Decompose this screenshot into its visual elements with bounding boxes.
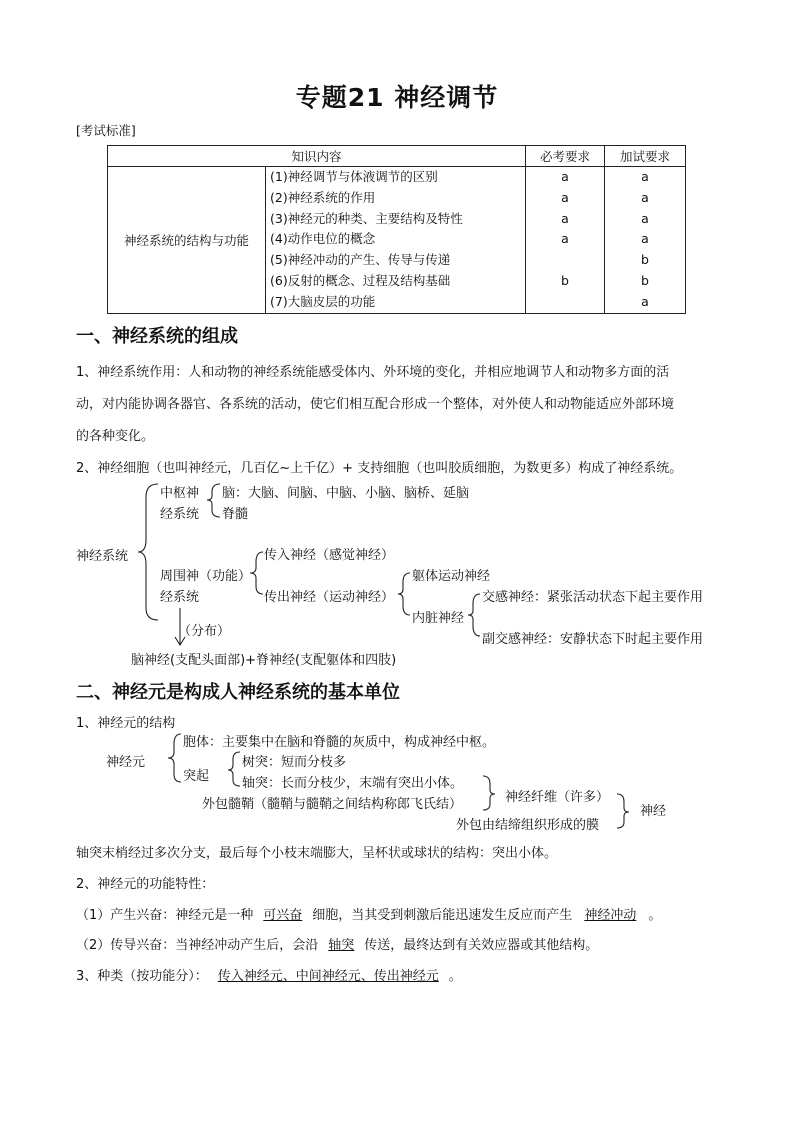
text-segment: 3、种类（按功能分）： [76,969,208,984]
text-segment: 细胞，当其受到刺激后能迅速发生反应而产生 [312,908,573,923]
fiber-label: 神经纤维（许多） [505,790,610,805]
header-must: 必考要求 [526,146,605,167]
subheading: 2、神经元的功能特性： [76,877,215,892]
cell-body-label: 胞体：主要集中在脑和脊髓的灰质中，构成神经中枢。 [183,735,496,750]
item-text: (2)神经系统的作用 [270,189,376,205]
item-text: (3)神经元的种类、主要结构及特性 [270,210,463,226]
text-segment: （2）传导兴奋：当神经冲动产生后，会沿 [76,938,319,953]
extra-value: a [641,231,649,247]
extra-value: a [641,169,649,184]
item-text: (4)动作电位的概念 [270,231,376,247]
excite-paragraph [76,904,661,923]
sheath-label: 外包髓鞘（髓鞘与髓鞘之间结构称郎飞氏结） [202,797,463,812]
must-value: a [561,169,569,184]
nerves-label: 脑神经(支配头面部)+脊神经(支配躯体和四肢) [131,653,397,668]
axon-note: 轴突末梢经过多次分支，最后每个小枝末端膨大，呈杯状或球状的结构：突出小体。 [76,846,558,861]
extra-value: a [641,189,649,205]
must-value: a [561,189,569,205]
cns-label-2: 经系统 [160,507,200,522]
item-text: (7)大脑皮层的功能 [270,293,376,309]
process-label: 突起 [183,769,210,784]
must-value: a [561,210,569,226]
parasympathetic-label: 副交感神经：安静状态下时起主要作用 [482,632,704,647]
spinal-label: 脊髓 [222,507,249,522]
exam-standard-label: [考试标准] [76,123,136,138]
header-knowledge: 知识内容 [108,146,526,167]
category-cell: 神经系统的结构与功能 [108,167,266,314]
header-extra: 加试要求 [605,146,686,167]
item-text: (1)神经调节与体液调节的区别 [270,169,438,184]
membrane-label: 外包由结缔组织形成的膜 [456,818,600,833]
diagram-root-label: 神经系统 [76,549,129,564]
extra-value: b [641,252,649,268]
types-paragraph [76,965,462,984]
blank-answer: 可兴奋 [263,908,303,923]
pns-label-1: 周围神（功能） [160,569,252,584]
must-value: a [561,231,569,247]
cns-label-1: 中枢神 [160,486,200,501]
extra-value: a [641,210,649,226]
brain-label: 脑：大脑、间脑、中脑、小脑、脑桥、延脑 [222,486,470,501]
page-title: 专题21 神经调节 [295,83,499,112]
conduct-paragraph [76,934,598,953]
afferent-label: 传入神经（感觉神经） [264,548,395,563]
efferent-label: 传出神经（运动神经） [264,590,395,605]
nerve-label: 神经 [640,804,667,819]
sympathetic-label: 交感神经：紧张活动状态下起主要作用 [482,590,704,605]
dendrite-label: 树突：短而分枝多 [242,755,347,770]
paragraph-line: 动，对内能协调各器官、各系统的活动，使它们相互配合形成一个整体，对外使人和动物能适应外部环境 [76,397,675,412]
subheading: 1、神经元的结构 [76,716,176,731]
item-text: (5)神经冲动的产生、传导与传递 [270,252,451,268]
paragraph-line: 1、神经系统作用：人和动物的神经系统能感受体内、外环境的变化，并相应地调节人和动物多方面的活 [76,365,670,380]
blank-answer: 轴突 [328,938,355,953]
section2-heading: 二、神经元是构成人神经系统的基本单位 [76,682,400,703]
must-value: b [561,272,569,288]
item-text: (6)反射的概念、过程及结构基础 [270,272,451,288]
blank-answer: 神经冲动 [584,908,637,923]
distribution-label: （分布） [178,624,231,639]
text-segment: 。 [448,969,462,984]
visceral-label: 内脏神经 [412,611,465,626]
text-segment: 传送，最终达到有关效应器或其他结构。 [364,938,599,953]
extra-value: b [641,272,649,288]
section1-heading: 一、神经系统的组成 [76,326,238,347]
paragraph-line: 2、神经细胞（也叫神经元，几百亿~上千亿）+ 支持细胞（也叫胶质细胞，为数更多）构成了神经系统。 [76,461,683,476]
somatic-label: 躯体运动神经 [412,569,491,584]
text-segment: （1）产生兴奋：神经元是一种 [76,908,254,923]
pns-label-2: 经系统 [160,590,200,605]
text-segment: 。 [648,908,662,923]
axon-label: 轴突：长而分枝少，末端有突出小体。 [242,776,464,791]
blank-answer: 传入神经元、中间神经元、传出神经元 [217,969,439,984]
neuron-label: 神经元 [106,755,146,770]
paragraph-line: 的各种变化。 [76,429,155,444]
extra-value: a [641,293,649,309]
